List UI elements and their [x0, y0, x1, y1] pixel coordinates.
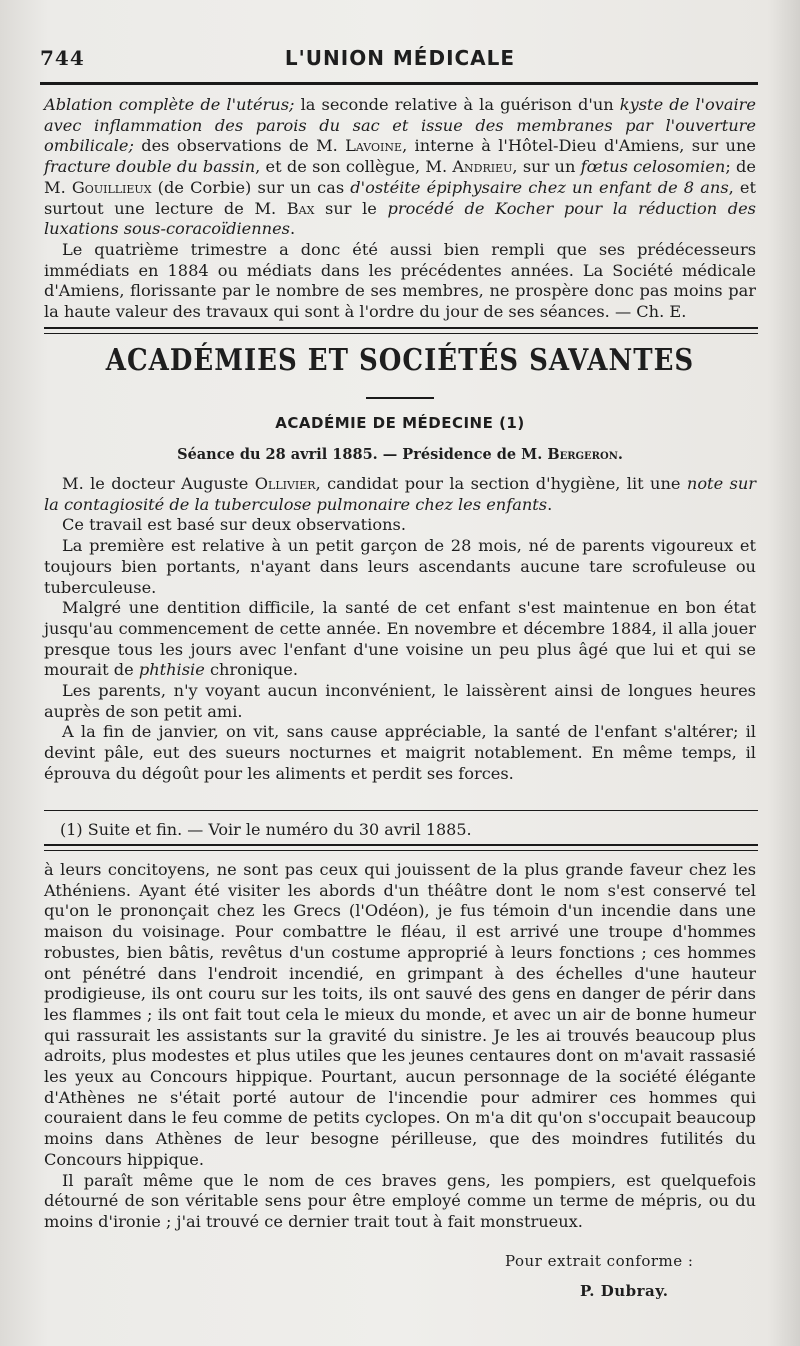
academy-paragraph: A la fin de janvier, on vit, sans cause appréciable, la santé de l'enfant s'altérer; il devint pâle, eut des sueurs nocturnes et maigrit notablement. En même temps, il éprouva du dégoût pour les aliments et perdit ses forces. — [44, 722, 756, 783]
section-rule-bottom — [44, 333, 758, 334]
academy-subtitle: ACADÉMIE DE MÉDECINE (1) — [275, 414, 525, 432]
feuilleton-paragraph: à leurs concitoyens, ne sont pas ceux qui jouissent de la plus grande faveur chez les Athéniens. Ayant été visiter les abords d'un théâtre dont le nom s'est conservé tel qu'on le prononçait chez les Grecs (l'Odéon), je fus témoin d'un incendie dans une maison du voisinage. Pour combattre le fléau, il est arrivé une troupe d'hommes robustes, bien bâtis, revêtus d'un costume approprié à leurs fonctions ; ces hommes ont pénétré dans l'endroit incendié, en grimpant à des échelles d'une hauteur prodigieuse, ils ont couru sur les toits, ils ont sauvé des gens en danger de périr dans les flammes ; ils ont fait tout cela le mieux du monde, et avec un air de bonne humeur qui rassurait les assistants sur la gravité du sinistre. Je les ai trouvés beaucoup plus adroits, plus modestes et plus utiles que les jeunes centaures dont on m'avait rassasié les yeux au Concours hippique. Pourtant, aucun personnage de la société élégante d'Athènes ne s'était porté autour de l'incendie pour admirer ces hommes qui couraient dans le feu comme de petits cyclopes. On m'a dit qu'on s'occupait beaucoup moins dans Athènes de leur besogne périlleuse, que des moindres futilités du Concours hippique. — [44, 860, 756, 1169]
page-number: 744 — [40, 46, 85, 70]
session-line: Séance du 28 avril 1885. — Présidence de M. Bergeron. — [177, 446, 623, 463]
running-title: L'UNION MÉDICALE — [284, 46, 516, 70]
academy-paragraph: Les parents, n'y voyant aucun inconvénient, le laissèrent ainsi de longues heures auprès de son petit ami. — [44, 681, 756, 721]
feuilleton-rule-bottom — [44, 850, 758, 851]
academy-report — [44, 474, 756, 785]
previous-article-paragraph: Ablation complète de l'utérus; la seconde relative à la guérison d'un kyste de l'ovaire avec inflammation des parois du sac et issue des membranes par l'ouverture ombilicale; des observations de M. Lavoine, interne à l'Hôtel-Dieu d'Amiens, sur une fracture double du bassin, et de son collègue, M. Andrieu, sur un fœtus celosomien; de M. Gouillieux (de Corbie) sur un cas d'ostéite épiphysaire chez un enfant de 8 ans, et surtout une lecture de M. Bax sur le procédé de Kocher pour la réduction des luxations sous-coracoïdiennes. — [44, 95, 757, 239]
section-title: ACADÉMIES ET SOCIÉTÉS SAVANTES — [105, 343, 695, 379]
academy-paragraph: Ce travail est basé sur deux observations. — [62, 515, 406, 535]
academy-paragraph: La première est relative à un petit garçon de 28 mois, né de parents vigoureux et toujours bien portants, n'ayant dans leurs ascendants aucune tare scrofuleuse ou tuberculeuse. — [44, 536, 756, 597]
signature: P. Dubray. — [580, 1282, 669, 1300]
previous-article-conclusion: Le quatrième trimestre a donc été aussi bien rempli que ses prédécesseurs immédiats en 1884 ou médiats dans les précédentes années. La Société médicale d'Amiens, florissante par le nombre de ses membres, ne prospère donc pas moins par la haute valeur des travaux qui sont à l'ordre du jour de ses séances. — Ch. E. — [44, 239, 756, 322]
header-rule — [40, 82, 758, 85]
previous-article — [44, 95, 756, 323]
section-rule-top — [44, 327, 758, 329]
footnote: (1) Suite et fin. — Voir le numéro du 30 avril 1885. — [60, 820, 472, 839]
academy-paragraph: M. le docteur Auguste Ollivier, candidat pour la section d'hygiène, lit une note sur la contagiosité de la tuberculose pulmonaire chez les enfants. — [44, 474, 757, 514]
closing-line: Pour extrait conforme : — [505, 1252, 694, 1270]
page-header — [40, 46, 760, 72]
feuilleton — [44, 860, 756, 1233]
feuilleton-rule-top — [44, 844, 758, 846]
section-title-underline — [366, 397, 434, 399]
feuilleton-paragraph: Il paraît même que le nom de ces braves gens, les pompiers, est quelquefois détourné de son véritable sens pour être employé comme un terme de mépris, ou du moins d'ironie ; j'ai trouvé ce dernier trait tout à fait monstrueux. — [44, 1170, 756, 1231]
academy-paragraph: Malgré une dentition difficile, la santé de cet enfant s'est maintenue en bon état jusqu'au commencement de cette année. En novembre et décembre 1884, il alla jouer presque tous les jours avec l'enfant d'une voisine un peu plus âgé que lui et qui se mourait de phthisie chronique. — [44, 598, 756, 680]
footnote-rule — [44, 810, 758, 811]
